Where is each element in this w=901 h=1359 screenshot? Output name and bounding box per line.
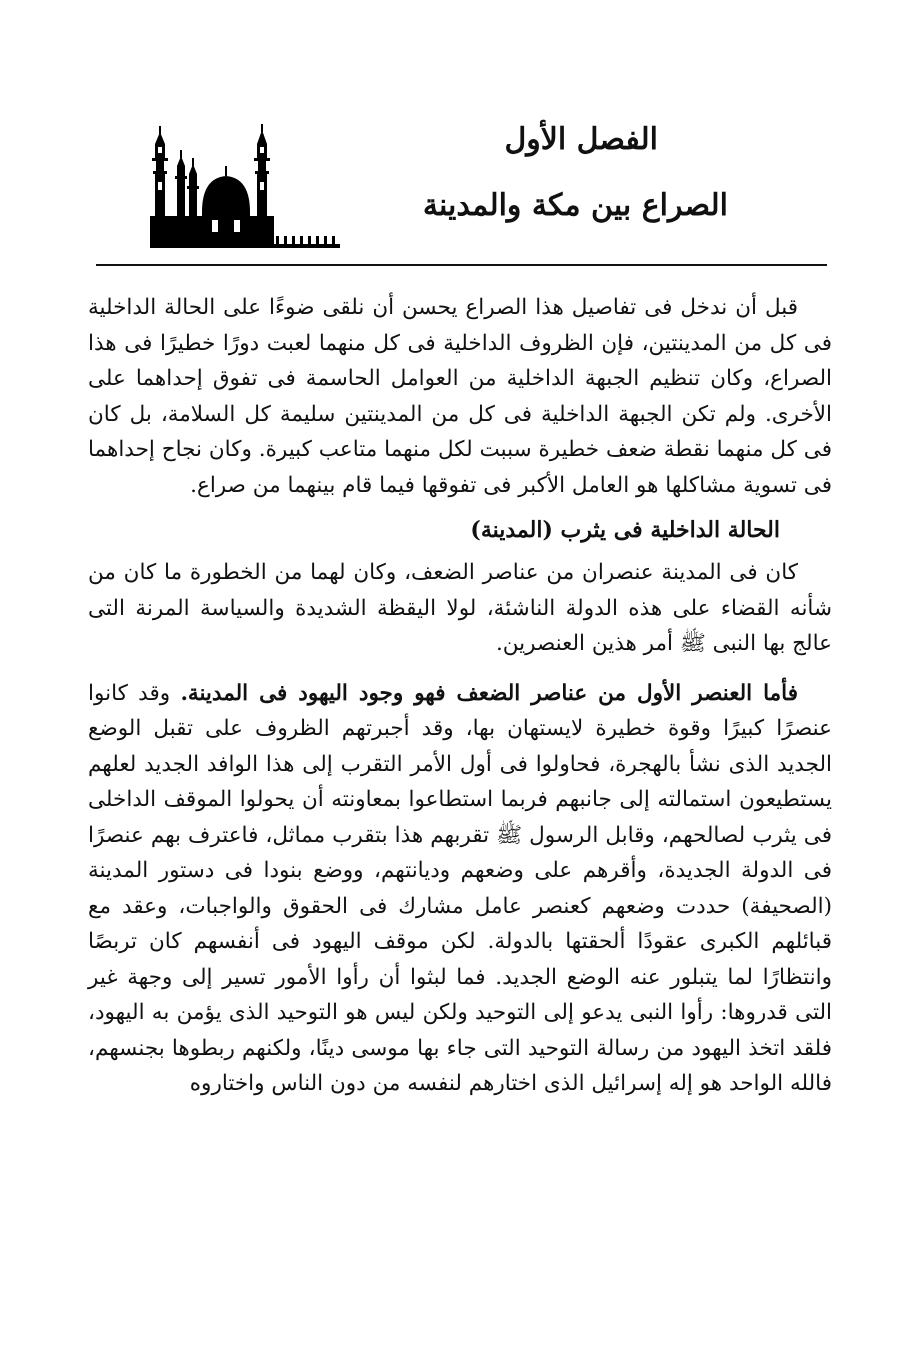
paragraph-weakness-elements: كان فى المدينة عنصران من عناصر الضعف، وكان لهما من الخطورة ما كان من شأنه القضاء على هذه الدولة الناشئة، لولا اليقظة الشديدة والسياسة المرنة التى عالج بها النبى ﷺ أمر هذين العنصرين. — [88, 560, 832, 656]
paragraph-lead-sentence: فأما العنصر الأول من عناصر الضعف فهو وجود اليهود فى المدينة. — [180, 680, 798, 706]
mosque-silhouette-icon — [146, 116, 346, 256]
chapter-header — [92, 108, 828, 258]
paragraph-continuation: وقد كانوا عنصرًا كبيرًا وقوة خطيرة لايستهان بها، وقد أجبرتهم الظروف على تقبل الوضع الجديد الذى نشأ بالهجرة، فحاولوا فى أول الأمر التقرب إلى هذا الوافد الجديد لعلهم يستطيعون استمالته إلى جانبهم فربما استطاعوا بمعاونته أن يحولوا الموقف الداخلى فى يثرب لصالحهم، وقابل الرسول ﷺ تقربهم هذا بتقرب مماثل، فاعترف بهم عنصرًا فى الدولة الجديدة، وأقرهم على وضعهم وديانتهم، ووضع بنودا فى دستور المدينة (الصحيفة) حددت وضعهم كعنصر عامل مشارك فى الحقوق والواجبات، وعقد مع قبائلهم الكبرى عقودًا ألحقتها بالدولة. لكن موقف اليهود فى أنفسهم كان تربصًا وانتظارًا لما يتبلور عنه الوضع الجديد. فما لبثوا أن رأوا الأمور تسير إلى وجهة غير التى قدروها: رأوا النبى يدعو إلى التوحيد ولكن ليس هو التوحيد الذى يؤمن به اليهود، فلقد اتخذ اليهود من رسالة التوحيد التى جاء بها موسى دينًا، ولكنهم ربطوها بجنسهم، فالله الواحد هو إله إسرائيل الذى اختارهم لنفسه من دون الناس واختاروه — [88, 680, 832, 1096]
chapter-body — [88, 290, 832, 1102]
section-heading: الحالة الداخلية فى يثرب (المدينة) — [470, 517, 780, 543]
intro-paragraph: قبل أن ندخل فى تفاصيل هذا الصراع يحسن أن نلقى ضوءًا على الحالة الداخلية فى كل من المدينتين، فإن الظروف الداخلية فى كل منهما لعبت دورًا خطيرًا فى هذا الصراع، وكان تنظيم الجبهة الداخلية من العوامل الحاسمة فى تفوق إحداهما على الأخرى. ولم تكن الجبهة الداخلية فى كل من المدينتين سليمة كل السلامة، بل كان فى كل منهما نقطة ضعف خطيرة سببت لكل منهما متاعب كبيرة. وكان نجاح إحداهما فى تسوية مشاكلها هو العامل الأكبر فى تفوقها فيما قام بينهما من صراع. — [88, 295, 832, 498]
chapter-label: الفصل الأول — [504, 122, 658, 157]
chapter-title: الصراع بين مكة والمدينة — [422, 188, 728, 223]
header-divider — [96, 264, 827, 266]
paragraph-jews-in-medina — [88, 676, 832, 1102]
